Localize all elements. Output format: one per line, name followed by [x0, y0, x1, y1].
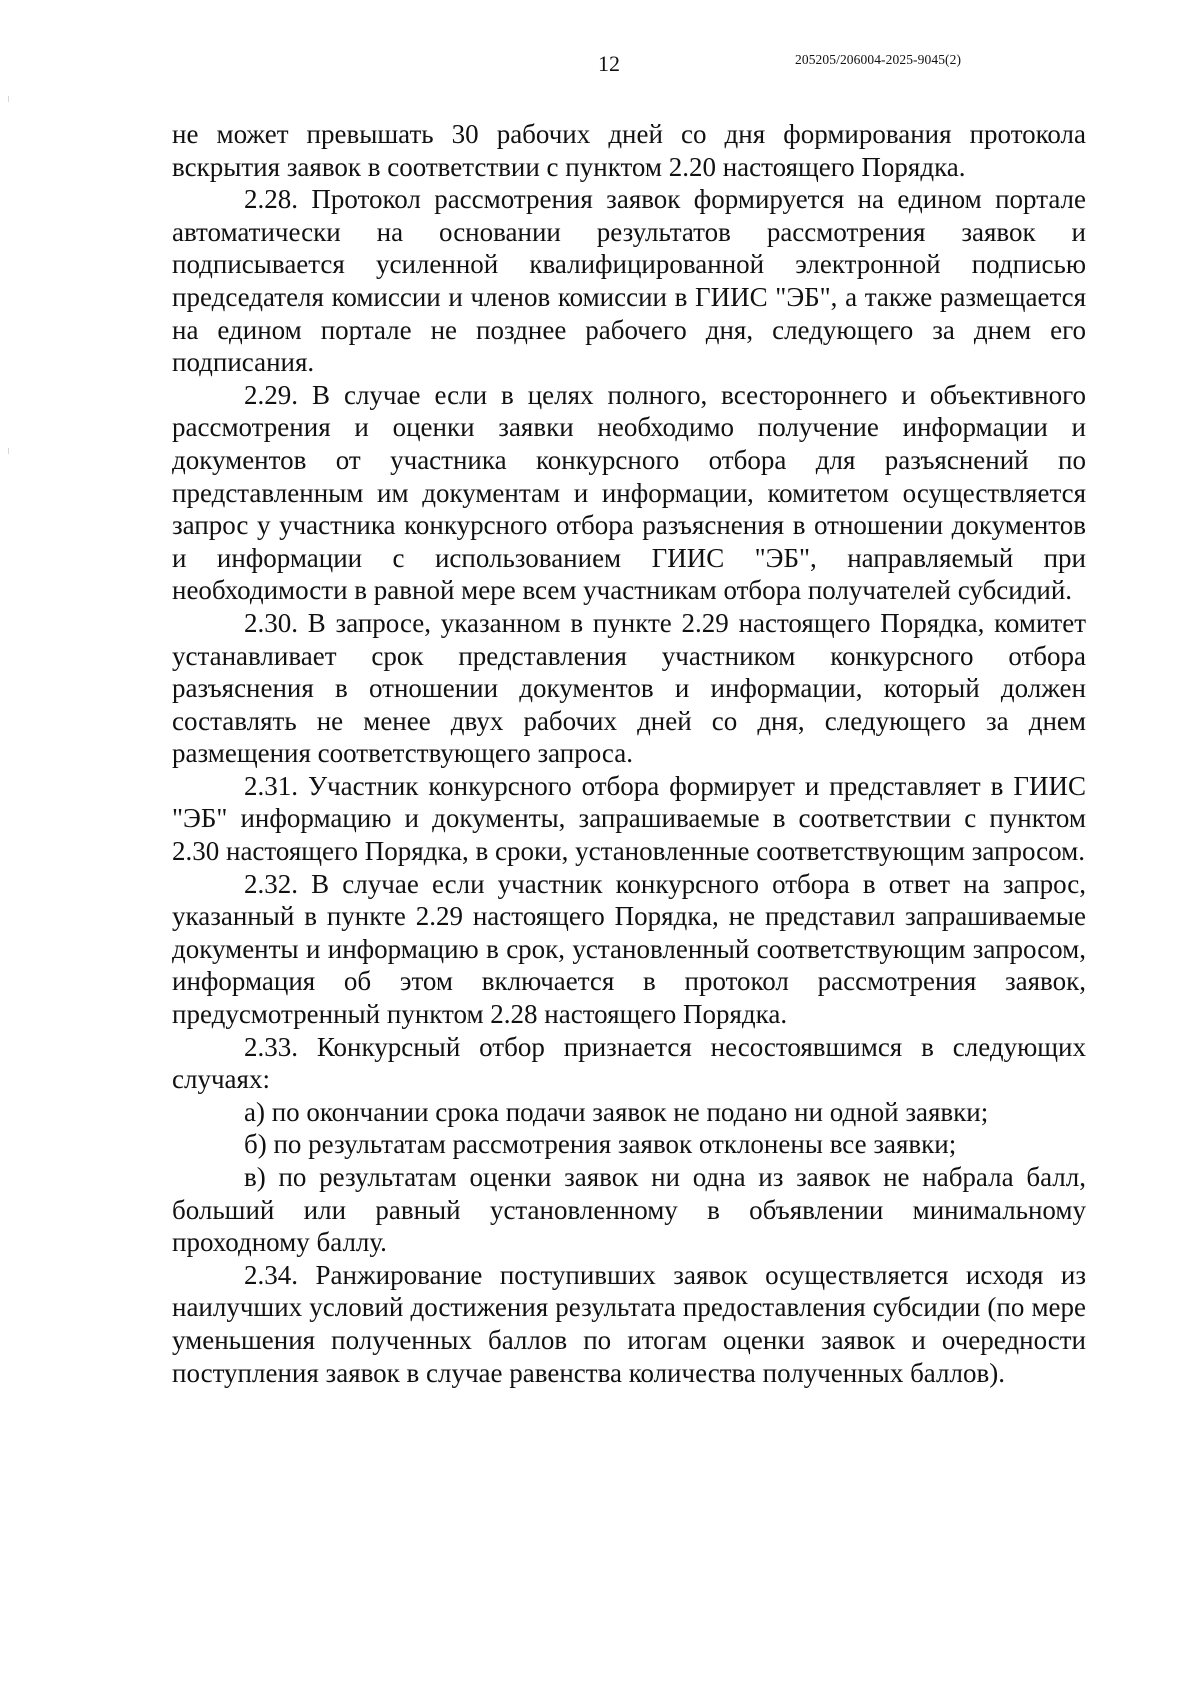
- paragraph-2-29: 2.29. В случае если в целях полного, всестороннего и объективного рассмотрения и оценки заявки необходимо получение информации и документов от участника конкурсного отбора для разъяснений по представленным им документам и информации, комитетом осуществляется запрос у участника конкурсного отбора разъяснения в отношении документов и информации с использованием ГИИС "ЭБ", направляемый при необходимости в равной мере всем участникам отбора получателей субсидий.: [172, 379, 1086, 606]
- paragraph-2-31: 2.31. Участник конкурсного отбора формирует и представляет в ГИИС "ЭБ" информацию и документы, запрашиваемые в соответствии с пунктом 2.30 настоящего Порядка, в сроки, установленные соответствующим запросом.: [172, 770, 1086, 867]
- scan-edge-mark: [8, 96, 9, 102]
- paragraph-2-32: 2.32. В случае если участник конкурсного отбора в ответ на запрос, указанный в пункте 2.29 настоящего Порядка, не представил запрашиваемые документы и информацию в срок, установленный соответствующим запросом, информация об этом включается в протокол рассмотрения заявок, предусмотренный пунктом 2.28 настоящего Порядка.: [172, 868, 1086, 1030]
- paragraph-2-33: 2.33. Конкурсный отбор признается несостоявшимся в следующих случаях:: [172, 1031, 1086, 1095]
- paragraph-continuation: не может превышать 30 рабочих дней со дня формирования протокола вскрытия заявок в соответствии с пунктом 2.20 настоящего Порядка.: [172, 119, 1086, 182]
- scan-edge-mark: [8, 448, 9, 454]
- document-registration-code: 205205/206004-2025-9045(2): [795, 52, 962, 67]
- paragraph-2-34: 2.34. Ранжирование поступивших заявок осуществляется исходя из наилучших условий достижения результата предоставления субсидии (по мере уменьшения полученных баллов по итогам оценки заявок и очередности поступления заявок в случае равенства количества полученных баллов).: [172, 1259, 1086, 1388]
- list-item-a: а) по окончании срока подачи заявок не подано ни одной заявки;: [244, 1096, 989, 1127]
- page-number: 12: [598, 51, 620, 76]
- paragraph-2-30: 2.30. В запросе, указанном в пункте 2.29 настоящего Порядка, комитет устанавливает срок представления участником конкурсного отбора разъяснения в отношении документов и информации, который должен составлять не менее двух рабочих дней со дня, следующего за днем размещения соответствующего запроса.: [172, 607, 1086, 769]
- list-item-v: в) по результатам оценки заявок ни одна из заявок не набрала балл, больший или равный установленному в объявлении минимальному проходному баллу.: [172, 1162, 1086, 1258]
- document-body: [172, 118, 1086, 1389]
- paragraph-2-28: 2.28. Протокол рассмотрения заявок формируется на едином портале автоматически на основании результатов рассмотрения заявок и подписывается усиленной квалифицированной электронной подписью председателя комиссии и членов комиссии в ГИИС "ЭБ", а также размещается на едином портале не позднее рабочего дня, следующего за днем его подписания.: [172, 184, 1086, 378]
- list-item-b: б) по результатам рассмотрения заявок отклонены все заявки;: [244, 1129, 957, 1160]
